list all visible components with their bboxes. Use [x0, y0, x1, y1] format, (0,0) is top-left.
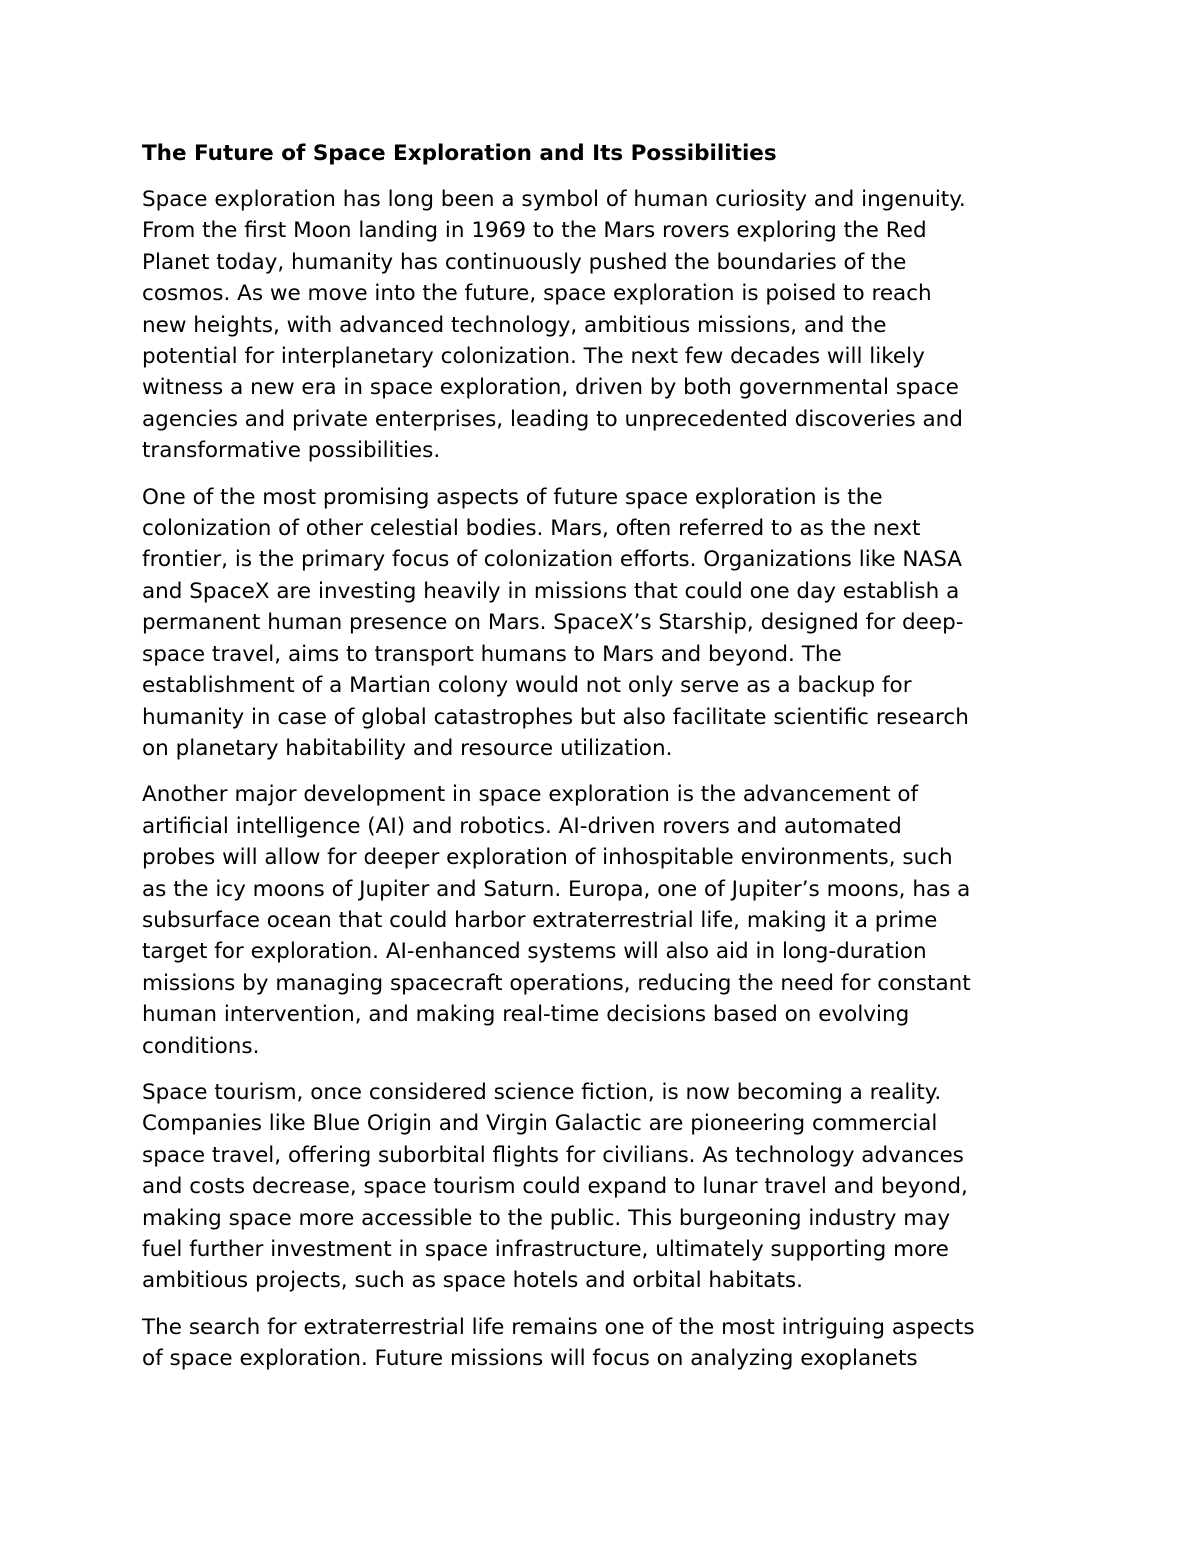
text-line: ambitious projects, such as space hotels and orbital habitats. — [142, 1268, 803, 1294]
paragraph-1 — [142, 184, 1067, 467]
text-line: space travel, aims to transport humans to Mars and beyond. The — [142, 641, 842, 667]
text-line: establishment of a Martian colony would not only serve as a backup for — [142, 673, 912, 699]
text-line: of space exploration. Future missions will focus on analyzing exoplanets — [142, 1346, 918, 1372]
text-line: permanent human presence on Mars. SpaceX’s Starship, designed for deep- — [142, 610, 964, 636]
text-line: conditions. — [142, 1033, 260, 1059]
text-line: as the icy moons of Jupiter and Saturn. Europa, one of Jupiter’s moons, has a — [142, 876, 971, 902]
text-line: One of the most promising aspects of future space exploration is the — [142, 484, 883, 510]
text-line: fuel further investment in space infrastructure, ultimately supporting more — [142, 1237, 949, 1262]
text-line: agencies and private enterprises, leading to unprecedented discoveries and — [142, 406, 963, 432]
text-line: target for exploration. AI-enhanced systems will also aid in long-duration — [142, 939, 927, 965]
text-line: potential for interplanetary colonization. The next few decades will likely — [142, 344, 925, 370]
text-line: new heights, with advanced technology, ambitious missions, and the — [142, 312, 887, 338]
text-line: human intervention, and making real-time decisions based on evolving — [142, 1002, 910, 1028]
text-line: Another major development in space exploration is the advancement of — [142, 782, 919, 808]
text-line: probes will allow for deeper exploration of inhospitable environments, such — [142, 845, 953, 871]
text-line: Space tourism, once considered science fiction, is now becoming a reality. — [142, 1079, 942, 1105]
text-line: transformative possibilities. — [142, 438, 441, 464]
text-line: From the first Moon landing in 1969 to the Mars rovers exploring the Red — [142, 218, 927, 244]
paragraph-4 — [142, 1077, 1067, 1297]
paragraph-5 — [142, 1312, 1067, 1375]
text-line: making space more accessible to the public. This burgeoning industry may — [142, 1205, 951, 1231]
text-line: colonization of other celestial bodies. Mars, often referred to as the next — [142, 516, 921, 542]
document-title: The Future of Space Exploration and Its Possibilities — [142, 141, 777, 166]
text-line: frontier, is the primary focus of colonization efforts. Organizations like NASA — [142, 547, 962, 573]
text-line: humanity in case of global catastrophes but also facilitate scientific research — [142, 704, 969, 730]
text-line: subsurface ocean that could harbor extraterrestrial life, making it a prime — [142, 907, 938, 933]
paragraph-3 — [142, 779, 1067, 1062]
text-line: witness a new era in space exploration, driven by both governmental space — [142, 375, 959, 401]
text-line: on planetary habitability and resource utilization. — [142, 735, 673, 761]
paragraph-2 — [142, 482, 1067, 765]
text-line: missions by managing spacecraft operations, reducing the need for constant — [142, 970, 971, 996]
text-line: Planet today, humanity has continuously pushed the boundaries of the — [142, 249, 907, 275]
text-line: Companies like Blue Origin and Virgin Galactic are pioneering commercial — [142, 1111, 938, 1137]
text-line: and costs decrease, space tourism could expand to lunar travel and beyond, — [142, 1174, 968, 1200]
text-line: Space exploration has long been a symbol of human curiosity and ingenuity. — [142, 187, 966, 212]
text-line: cosmos. As we move into the future, space exploration is poised to reach — [142, 281, 932, 307]
text-line: The search for extraterrestrial life remains one of the most intriguing aspects — [142, 1314, 975, 1340]
text-line: space travel, offering suborbital flights for civilians. As technology advances — [142, 1142, 964, 1168]
document-body — [142, 138, 1067, 1390]
text-line: and SpaceX are investing heavily in missions that could one day establish a — [142, 578, 960, 604]
text-line: artificial intelligence (AI) and robotics. AI-driven rovers and automated — [142, 813, 902, 839]
